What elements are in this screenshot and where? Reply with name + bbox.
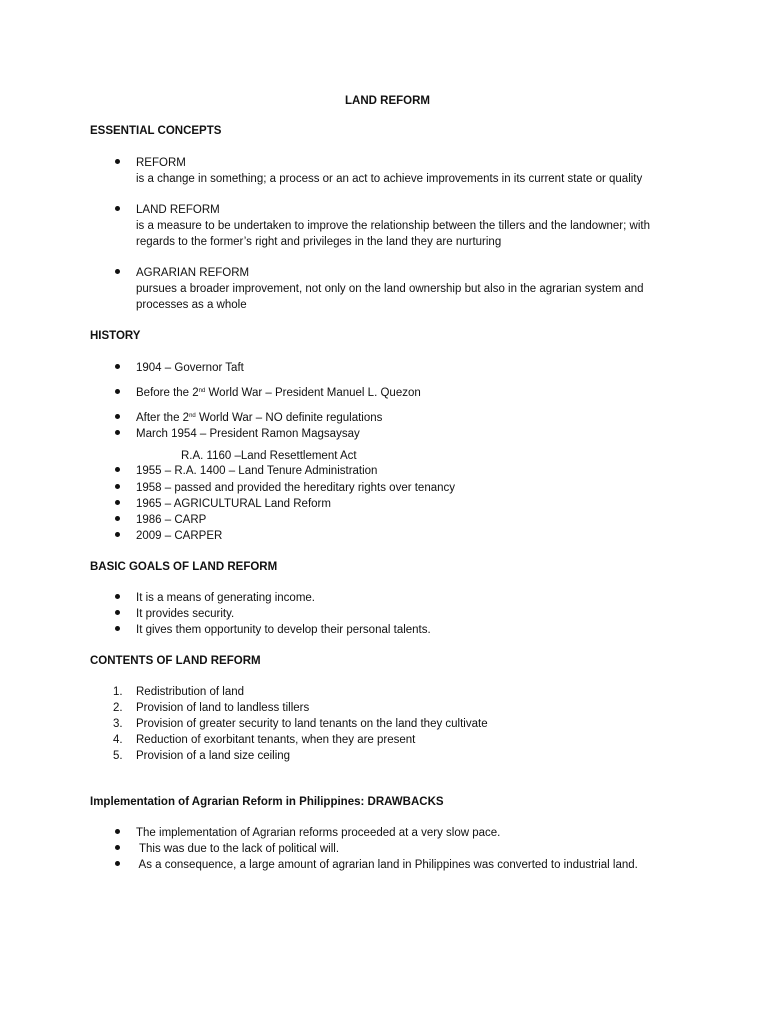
goal-item: It gives them opportunity to develop their personal talents. bbox=[136, 624, 431, 636]
history-text: After the 2 bbox=[136, 412, 190, 424]
list-number: 5. bbox=[113, 750, 123, 762]
bullet-icon bbox=[115, 500, 120, 505]
content-item: Provision of land to landless tillers bbox=[136, 702, 310, 714]
bullet-icon bbox=[115, 269, 120, 274]
def-agrarian-line1: pursues a broader improvement, not only on the land ownership but also in the agrarian system and bbox=[136, 283, 644, 295]
term-agrarian-reform: AGRARIAN REFORM bbox=[136, 267, 250, 279]
bullet-icon bbox=[115, 206, 120, 211]
history-item: 1955 – R.A. 1400 – Land Tenure Administration bbox=[136, 465, 378, 477]
section-heading-history: HISTORY bbox=[90, 330, 141, 342]
content-item: Provision of greater security to land tenants on the land they cultivate bbox=[136, 718, 488, 730]
section-heading-drawbacks: Implementation of Agrarian Reform in Philippines: DRAWBACKS bbox=[90, 796, 444, 808]
def-agrarian-line2: processes as a whole bbox=[136, 299, 247, 311]
term-land-reform: LAND REFORM bbox=[136, 204, 220, 216]
def-reform: is a change in something; a process or an act to achieve improvements in its current state or quality bbox=[136, 173, 643, 185]
bullet-icon bbox=[115, 861, 120, 866]
drawback-item: The implementation of Agrarian reforms proceeded at a very slow pace. bbox=[136, 827, 501, 839]
bullet-icon bbox=[115, 845, 120, 850]
history-item: 1904 – Governor Taft bbox=[136, 362, 244, 374]
bullet-icon bbox=[115, 364, 120, 369]
history-subitem: R.A. 1160 –Land Resettlement Act bbox=[181, 450, 357, 462]
bullet-icon bbox=[115, 159, 120, 164]
history-item bbox=[136, 385, 421, 401]
bullet-icon bbox=[115, 430, 120, 435]
history-item: March 1954 – President Ramon Magsaysay bbox=[136, 428, 360, 440]
content-item: Reduction of exorbitant tenants, when they are present bbox=[136, 734, 416, 746]
content-item: Provision of a land size ceiling bbox=[136, 750, 291, 762]
section-heading-goals: BASIC GOALS OF LAND REFORM bbox=[90, 561, 278, 573]
history-item: 1986 – CARP bbox=[136, 514, 207, 526]
bullet-icon bbox=[115, 532, 120, 537]
history-text: World War – NO definite regulations bbox=[195, 412, 383, 424]
goal-item: It provides security. bbox=[136, 608, 235, 620]
history-item: 1965 – AGRICULTURAL Land Reform bbox=[136, 498, 331, 510]
page-title: LAND REFORM bbox=[345, 95, 430, 107]
list-number: 1. bbox=[113, 686, 123, 698]
drawback-item: As a consequence, a large amount of agrarian land in Philippines was converted to industrial land. bbox=[136, 859, 638, 871]
section-heading-essential: ESSENTIAL CONCEPTS bbox=[90, 125, 222, 137]
history-item bbox=[136, 410, 382, 426]
drawback-item: This was due to the lack of political will. bbox=[136, 843, 340, 855]
ordinal-suffix: nd bbox=[198, 388, 206, 394]
list-number: 3. bbox=[113, 718, 123, 730]
section-heading-contents: CONTENTS OF LAND REFORM bbox=[90, 655, 261, 667]
bullet-icon bbox=[115, 829, 120, 834]
list-number: 4. bbox=[113, 734, 123, 746]
history-item: 2009 – CARPER bbox=[136, 530, 223, 542]
bullet-icon bbox=[115, 594, 120, 599]
bullet-icon bbox=[115, 516, 120, 521]
bullet-icon bbox=[115, 414, 120, 419]
history-text: Before the 2 bbox=[136, 387, 199, 399]
def-land-reform-line1: is a measure to be undertaken to improve the relationship between the tillers and the landowner; with bbox=[136, 220, 650, 232]
bullet-icon bbox=[115, 484, 120, 489]
bullet-icon bbox=[115, 626, 120, 631]
list-number: 2. bbox=[113, 702, 123, 714]
ordinal-suffix: nd bbox=[189, 413, 196, 419]
history-item: 1958 – passed and provided the hereditary rights over tenancy bbox=[136, 482, 456, 494]
bullet-icon bbox=[115, 467, 120, 472]
bullet-icon bbox=[115, 389, 120, 394]
def-land-reform-line2: regards to the former’s right and privileges in the land they are nurturing bbox=[136, 236, 502, 248]
term-reform: REFORM bbox=[136, 157, 186, 169]
content-item: Redistribution of land bbox=[136, 686, 245, 698]
bullet-icon bbox=[115, 610, 120, 615]
goal-item: It is a means of generating income. bbox=[136, 592, 315, 604]
history-text: World War – President Manuel L. Quezon bbox=[205, 387, 421, 399]
